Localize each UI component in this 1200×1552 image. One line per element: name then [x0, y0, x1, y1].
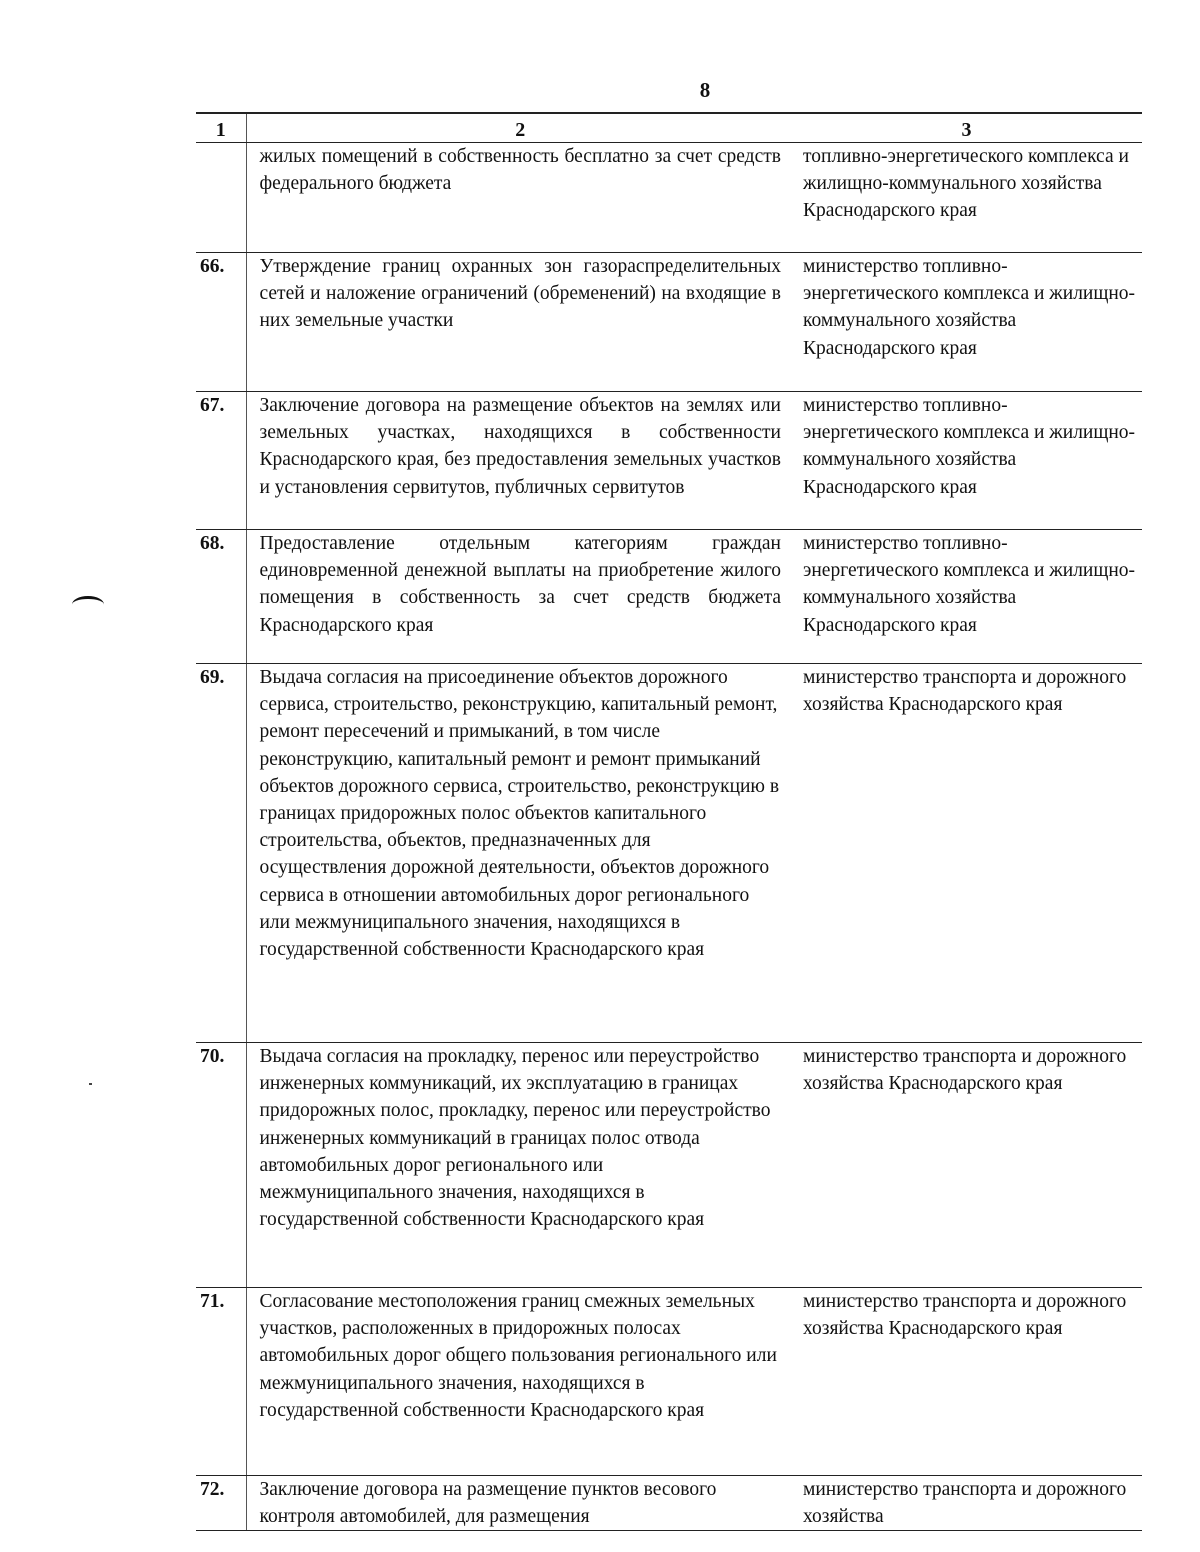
column-header-number: 1 — [196, 113, 246, 143]
column-header-authority: 3 — [791, 113, 1142, 143]
row-number: 67. — [196, 392, 246, 530]
scan-artifact-arc — [72, 596, 104, 613]
row-service: Согласование местоположения границ смежных земельных участков, расположенных в придорожных полосах автомобильных дорог общего пользования регионального или межмуниципального значения, находящихся в государственной собственности Краснодарского края — [246, 1288, 791, 1476]
row-authority: топливно-энергетического комплекса и жилищно-коммунального хозяйства Краснодарского края — [791, 143, 1142, 253]
services-table — [196, 112, 1142, 1531]
row-number: 66. — [196, 253, 246, 392]
row-service: жилых помещений в собственность бесплатно за счет средств федерального бюджета — [246, 143, 791, 253]
row-authority: министерство топливно-энергетического комплекса и жилищно-коммунального хозяйства Краснодарского края — [791, 253, 1142, 392]
page-number: 8 — [699, 78, 711, 102]
column-header-service: 2 — [246, 113, 791, 143]
table-row — [196, 530, 1142, 664]
row-authority: министерство топливно-энергетического комплекса и жилищно-коммунального хозяйства Краснодарского края — [791, 530, 1142, 664]
row-service: Заключение договора на размещение пунктов весового контроля автомобилей, для размещения — [246, 1476, 791, 1531]
table-header-row — [196, 113, 1142, 143]
table-row — [196, 1288, 1142, 1476]
scan-artifact-dot — [89, 1083, 92, 1085]
row-number — [196, 143, 246, 253]
row-service: Предоставление отдельным категориям граждан единовременной денежной выплаты на приобретение жилого помещения в собственность за счет средств бюджета Краснодарского края — [246, 530, 791, 664]
row-service: Выдача согласия на прокладку, перенос или переустройство инженерных коммуникаций, их эксплуатацию в границах придорожных полос, прокладку, перенос или переустройство инженерных коммуникаций в границах полос отвода автомобильных дорог регионального или межмуниципального значения, находящихся в государственной собственности Краснодарского края — [246, 1043, 791, 1288]
row-authority: министерство транспорта и дорожного хозяйства — [791, 1476, 1142, 1531]
row-authority: министерство транспорта и дорожного хозяйства Краснодарского края — [791, 664, 1142, 1043]
row-service: Заключение договора на размещение объектов на землях или земельных участках, находящихся в собственности Краснодарского края, без предоставления земельных участков и установления сервитутов, публичных сервитутов — [246, 392, 791, 530]
row-number: 71. — [196, 1288, 246, 1476]
table-row — [196, 253, 1142, 392]
row-number: 69. — [196, 664, 246, 1043]
row-number: 70. — [196, 1043, 246, 1288]
row-number: 72. — [196, 1476, 246, 1531]
row-service: Утверждение границ охранных зон газораспределительных сетей и наложение ограничений (обременений) на входящие в них земельные участки — [246, 253, 791, 392]
table-row — [196, 664, 1142, 1043]
table-row — [196, 1476, 1142, 1531]
row-service: Выдача согласия на присоединение объектов дорожного сервиса, строительство, реконструкцию, капитальный ремонт, ремонт пересечений и примыканий, в том числе реконструкцию, капитальный ремонт и ремонт примыканий объектов дорожного сервиса, строительство, реконструкцию в границах придорожных полос объектов капитального строительства, объектов, предназначенных для осуществления дорожной деятельности, объектов дорожного сервиса в отношении автомобильных дорог регионального или межмуниципального значения, находящихся в государственной собственности Краснодарского края — [246, 664, 791, 1043]
row-authority: министерство топливно-энергетического комплекса и жилищно-коммунального хозяйства Краснодарского края — [791, 392, 1142, 530]
row-authority: министерство транспорта и дорожного хозяйства Краснодарского края — [791, 1288, 1142, 1476]
row-authority: министерство транспорта и дорожного хозяйства Краснодарского края — [791, 1043, 1142, 1288]
table-row — [196, 392, 1142, 530]
table-row — [196, 143, 1142, 253]
row-number: 68. — [196, 530, 246, 664]
table-row — [196, 1043, 1142, 1288]
